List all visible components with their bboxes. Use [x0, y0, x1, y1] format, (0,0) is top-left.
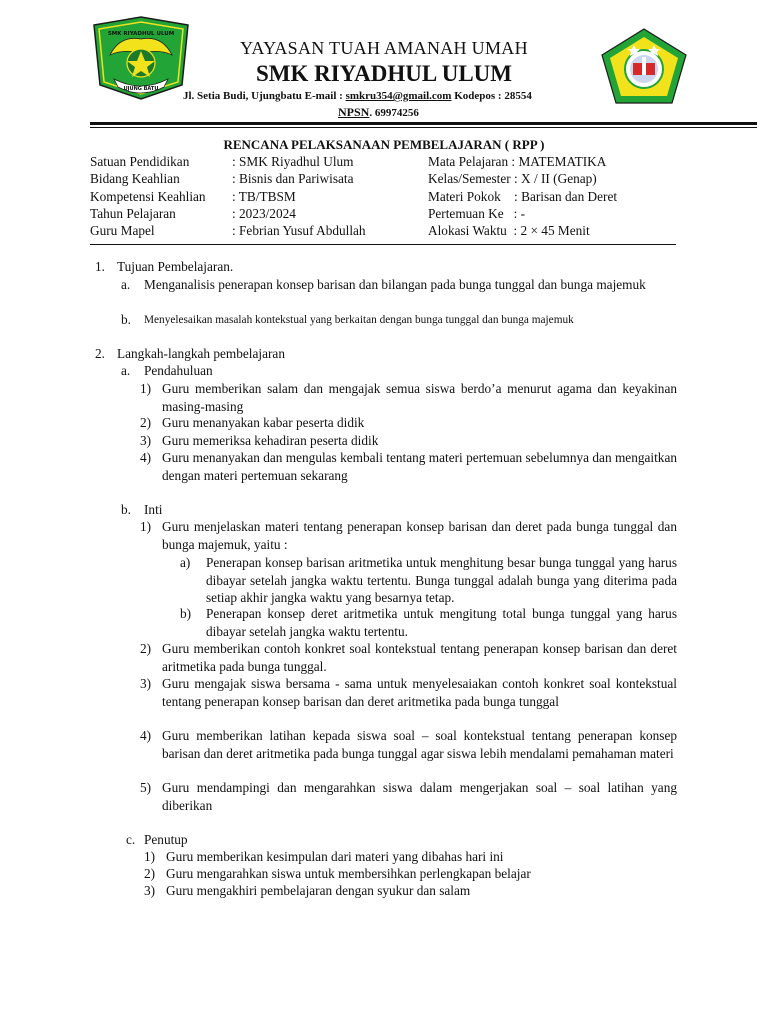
info-label-satuan: Satuan Pendidikan [90, 154, 190, 169]
info-materi: Materi Pokok : Barisan dan Deret [428, 189, 618, 204]
list-item: Guru menjelaskan materi tentang penerapan konsep barisan dan deret pada bunga tunggal dan bunga majemuk, yaitu : [162, 519, 677, 552]
logo-left-top-text: SMK RIYADHUL ULUM [107, 31, 175, 37]
info-mapel: Mata Pelajaran : MATEMATIKA [428, 154, 607, 169]
list-item: Guru memberikan salam dan mengajak semua siswa berdo’a menurut agama dan keyakinan masing-masing [162, 381, 677, 414]
info-alokasi: Alokasi Waktu : 2 × 45 Menit [428, 223, 590, 238]
list-item: Guru mengajak siswa bersama - sama untuk menyelesaiakan contoh konkret soal kontekstual tentang penerapan konsep barisan dan deret aritmetika pada bunga tunggal [162, 676, 677, 709]
list-item: Guru mendampingi dan mengarahkan siswa dalam mengerjakan soal – soal latihan yang diberikan [162, 780, 677, 813]
npsn [338, 105, 419, 120]
subsection-title-penutup: Penutup [144, 832, 188, 847]
info-pertemuan: Pertemuan Ke : - [428, 206, 526, 221]
list-marker: 2) [140, 415, 152, 430]
logo-left-bottom-text: UJUNG BATU [123, 86, 159, 92]
list-marker: 2) [144, 866, 156, 881]
list-marker: a. [121, 277, 131, 292]
list-item: Guru menanyakan dan mengulas kembali tentang materi pertemuan sebelumnya dan mengaitkan dengan materi pertemuan sekarang [162, 450, 677, 483]
list-item: Guru memeriksa kehadiran peserta didik [162, 433, 379, 448]
header-divider-thin [90, 127, 757, 128]
info-value-kompetensi: : TB/TBSM [232, 189, 296, 204]
info-label-guru: Guru Mapel [90, 223, 155, 238]
info-label-bidang: Bidang Keahlian [90, 171, 180, 186]
info-value-satuan: : SMK Riyadhul Ulum [232, 154, 354, 169]
objective-item: Menyelesaikan masalah kontekstual yang berkaitan dengan bunga tunggal dan bunga majemuk [144, 314, 574, 326]
list-marker: 4) [140, 450, 152, 465]
sub-list-item: Penerapan konsep barisan aritmetika untuk menghitung besar bunga tunggal yang harus dibayar setelah jangka waktu tertentu. Bunga tunggal adalah bunga yang diterima pada setiap akhir jangka waktu yang besarnya tetap. [206, 555, 677, 605]
section1-number: 1. [95, 259, 105, 274]
list-marker: a) [180, 555, 191, 570]
list-item: Guru memberikan contoh konkret soal kontekstual tentang penerapan konsep barisan dan deret aritmetika pada bunga tunggal. [162, 641, 677, 674]
npsn-value: . 69974256 [369, 107, 419, 119]
list-marker: 3) [144, 883, 156, 898]
header-divider [90, 122, 757, 125]
list-item: Guru mengakhiri pembelajaran dengan syukur dan salam [166, 883, 471, 898]
document-title: RENCANA PELAKSANAAN PEMBELAJARAN ( RPP ) [223, 137, 545, 152]
info-value-bidang: : Bisnis dan Pariwisata [232, 171, 354, 186]
school-address [183, 90, 532, 102]
section2-number: 2. [95, 346, 105, 361]
info-value-tahun: : 2023/2024 [232, 206, 296, 221]
info-divider [90, 244, 676, 245]
list-marker: b. [121, 502, 131, 517]
info-kelas: Kelas/Semester : X / II (Genap) [428, 171, 597, 186]
list-marker: c. [126, 832, 136, 847]
list-marker: 2) [140, 641, 152, 656]
section1-title: Tujuan Pembelajaran. [117, 259, 234, 274]
list-marker: b. [121, 312, 131, 327]
list-marker: 3) [140, 676, 152, 691]
info-value-guru: : Febrian Yusuf Abdullah [232, 223, 366, 238]
list-item: Guru mengarahkan siswa untuk membersihkan perlengkapan belajar [166, 866, 531, 881]
objective-item: Menganalisis penerapan konsep barisan dan bilangan pada bunga tunggal dan bunga majemuk [144, 277, 646, 292]
list-marker: 3) [140, 433, 152, 448]
npsn-label: NPSN [338, 105, 370, 119]
list-item: Guru memberikan kesimpulan dari materi yang dibahas hari ini [166, 849, 504, 864]
email-link[interactable]: smkru354@gmail.com [345, 90, 452, 102]
foundation-name: YAYASAN TUAH AMANAH UMAH [240, 38, 528, 58]
info-label-kompetensi: Kompetensi Keahlian [90, 189, 206, 204]
list-marker: 5) [140, 780, 152, 795]
sub-list-item: Penerapan konsep deret aritmetika untuk mengitung total bunga tunggal yang harus dibayar setelah jangka waktu tertentu. [206, 606, 677, 639]
list-marker: a. [121, 363, 131, 378]
subsection-title-pendahuluan: Pendahuluan [144, 363, 213, 378]
list-marker: b) [180, 606, 192, 621]
address-prefix: Jl. Setia Budi, Ujungbatu E-mail : [183, 90, 346, 102]
school-name: SMK RIYADHUL ULUM [255, 61, 512, 86]
list-marker: 1) [144, 849, 156, 864]
list-marker: 1) [140, 519, 152, 534]
address-suffix: Kodepos : 28554 [451, 90, 532, 102]
list-marker: 1) [140, 381, 152, 396]
section2-title: Langkah-langkah pembelajaran [117, 346, 285, 361]
info-label-tahun: Tahun Pelajaran [90, 206, 176, 221]
list-item: Guru menanyakan kabar peserta didik [162, 415, 365, 430]
subsection-title-inti: Inti [144, 502, 163, 517]
list-marker: 4) [140, 728, 152, 743]
list-item: Guru memberikan latihan kepada siswa soal – soal kontekstual tentang penerapan konsep barisan dan deret aritmetika pada bunga tunggal agar siswa lebih mendalami pemahaman materi [162, 728, 677, 761]
